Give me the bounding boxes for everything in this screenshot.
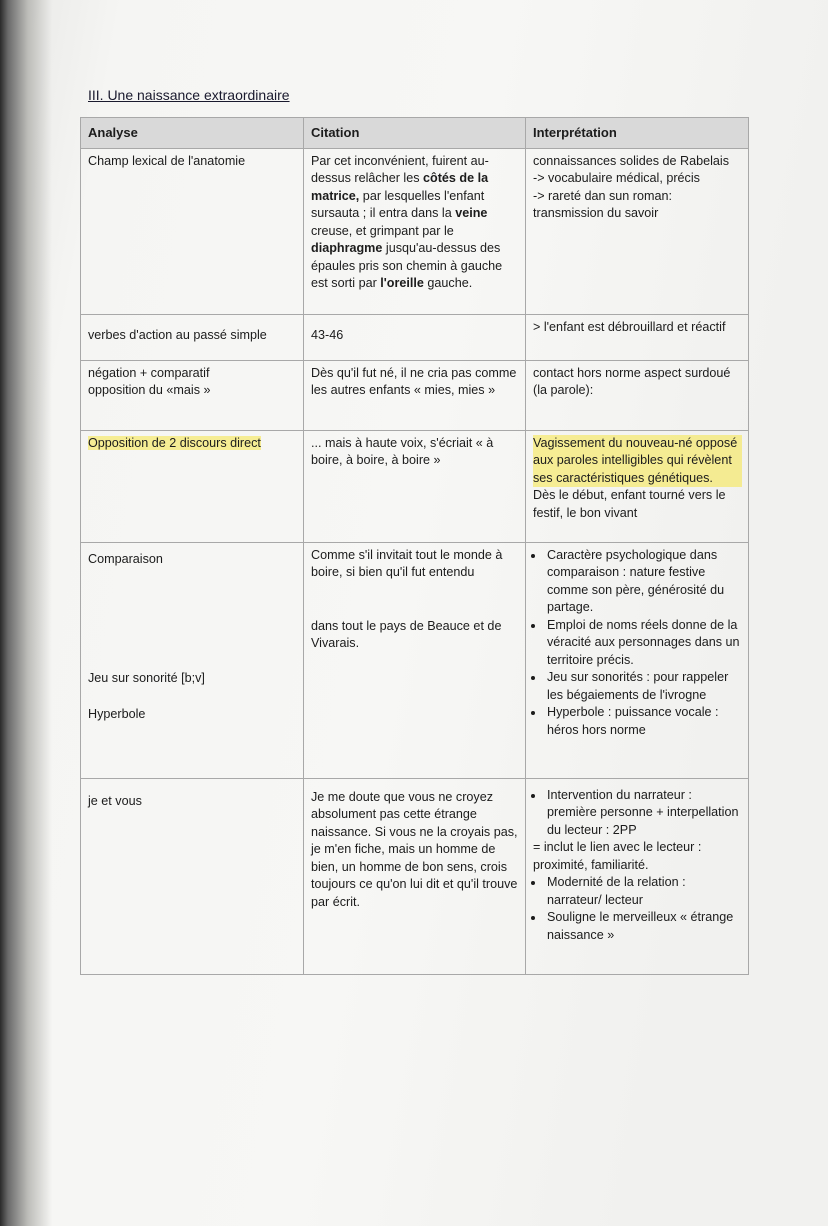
cell-citation (304, 360, 526, 430)
table-row (81, 360, 749, 430)
bullet-item: • Caractère psychologique dans comparaison : nature festive comme son père, générosité du partage. (545, 547, 742, 617)
analyse-line: négation + comparatif (88, 365, 210, 380)
citation-text: par lesquelles l'enfant sursauta ; il entra dans la (311, 188, 485, 220)
cell-citation (304, 778, 526, 974)
analyse-text: je et vous (88, 793, 142, 808)
citation-bold: l'oreille (380, 276, 424, 290)
analyse-line: Hyperbole (88, 706, 146, 721)
cell-analyse (81, 542, 304, 778)
header-analyse: Analyse (81, 118, 304, 149)
header-interpretation: Interprétation (526, 118, 749, 149)
cell-analyse (81, 778, 304, 974)
bullet-item: • Emploi de noms réels donne de la véracité aux personnages dans un territoire précis. (545, 617, 742, 670)
analyse-line: Comparaison (88, 551, 163, 566)
header-citation: Citation (304, 118, 526, 149)
citation-text: Par cet inconvénient, fuirent au-dessus relâcher les (311, 153, 489, 185)
citation-text: Je me doute que vous ne croyez absolument pas cette étrange naissance. Si vous ne la croyais pas, je m'en fiche, mais un homme de bien, un homme de bon sens, crois toujours ce qu'on lui dit et qu'il trouve par écrit. (311, 789, 518, 909)
interpretation-bullets (533, 547, 742, 740)
table-row (81, 148, 749, 314)
cell-analyse (81, 360, 304, 430)
cell-interpretation (526, 542, 749, 778)
cell-citation (304, 314, 526, 360)
cell-citation (304, 430, 526, 542)
interpretation-line: -> rareté dan sun roman: transmission du savoir (533, 188, 672, 220)
cell-citation (304, 542, 526, 778)
analyse-text-highlighted: Opposition de 2 discours direct (88, 435, 261, 450)
bullet-item: • Modernité de la relation : narrateur/ lecteur (545, 874, 742, 909)
analyse-line: Jeu sur sonorité [b;v] (88, 671, 205, 685)
interpretation-line: = inclut le lien avec le lecteur : proximité, familiarité. (533, 840, 702, 872)
table-row (81, 314, 749, 360)
interpretation-line: -> vocabulaire médical, précis (533, 171, 700, 185)
interpretation-text: > l'enfant est débrouillard et réactif (533, 319, 726, 334)
citation-text: jusqu'au-dessus des épaules pris son chemin à gauche est sorti par (311, 241, 503, 290)
citation-text: ... mais à haute voix, s'écriait « à boire, à boire, à boire » (311, 435, 494, 467)
analysis-table (80, 117, 749, 975)
citation-bold: veine (455, 206, 488, 220)
page-edge-shadow (0, 0, 52, 1226)
table-row (81, 778, 749, 974)
table-header-row (81, 118, 749, 149)
interpretation-bullets (533, 787, 742, 840)
analyse-text: verbes d'action au passé simple (88, 327, 267, 342)
cell-analyse (81, 148, 304, 314)
citation-text: gauche. (423, 276, 473, 290)
cell-interpretation (526, 430, 749, 542)
citation-text: dans tout le pays de Beauce et de Vivarais. (311, 618, 502, 650)
cell-interpretation (526, 148, 749, 314)
interpretation-line: connaissances solides de Rabelais (533, 153, 730, 168)
interpretation-text: contact hors norme aspect surdoué (la parole): (533, 365, 731, 397)
table-row (81, 430, 749, 542)
analyse-line: opposition du «mais » (88, 383, 211, 397)
citation-text: Comme s'il invitait tout le monde à boire, si bien qu'il fut entendu (311, 547, 503, 579)
cell-interpretation (526, 314, 749, 360)
cell-interpretation (526, 778, 749, 974)
cell-interpretation (526, 360, 749, 430)
analyse-text: Champ lexical de l'anatomie (88, 153, 246, 168)
interpretation-line: Dès le début, enfant tourné vers le festif, le bon vivant (533, 488, 726, 520)
cell-analyse (81, 314, 304, 360)
section-title: III. Une naissance extraordinaire (88, 87, 290, 103)
cell-analyse (81, 430, 304, 542)
citation-text: creuse, et grimpant par le (311, 223, 454, 238)
bullet-item: • Intervention du narrateur : première personne + interpellation du lecteur : 2PP (545, 787, 742, 840)
citation-bold: côtés de la matrice, (311, 171, 489, 203)
table-row (81, 542, 749, 778)
bullet-item: • Souligne le merveilleux « étrange naissance » (545, 909, 742, 944)
bullet-item: • Jeu sur sonorités : pour rappeler les bégaiements de l'ivrogne (545, 669, 742, 704)
cell-citation (304, 148, 526, 314)
citation-text: 43-46 (311, 327, 344, 342)
bullet-item: • Hyperbole : puissance vocale : héros hors norme (545, 704, 742, 739)
interpretation-highlighted: Vagissement du nouveau-né opposé aux paroles intelligibles qui révèlent ses caractéristiques génétiques. (533, 435, 742, 488)
citation-bold: diaphragme (311, 241, 383, 255)
citation-text: Dès qu'il fut né, il ne cria pas comme les autres enfants « mies, mies » (311, 365, 517, 397)
interpretation-bullets (533, 874, 742, 944)
